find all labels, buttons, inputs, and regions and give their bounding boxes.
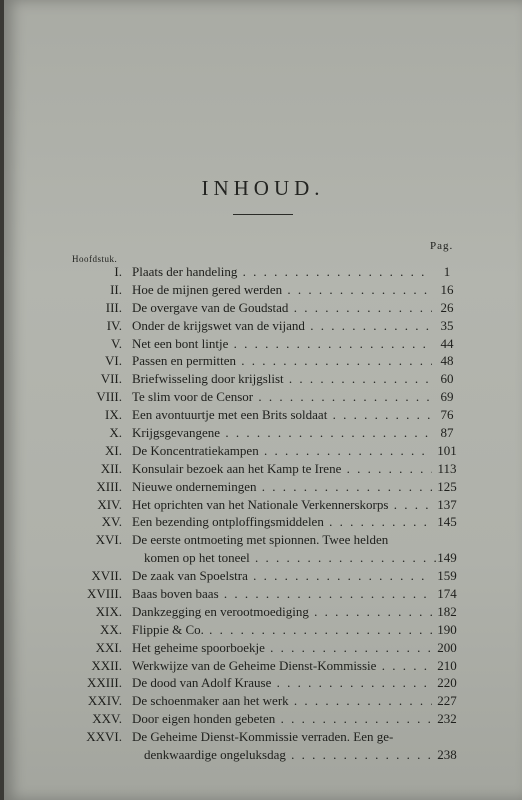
chapter-title: Briefwisseling door krijgslist . . .: [132, 370, 432, 388]
chapter-number: XIX.: [95, 603, 122, 619]
page-number: 1: [443, 264, 451, 279]
chapter-title: komen op het toneel . . .: [144, 549, 444, 567]
toc-entry: [4, 603, 522, 621]
toc-entry: [4, 531, 522, 549]
toc-entry: [4, 710, 522, 728]
page-number: 16: [440, 281, 454, 297]
chapter-title: Werkwijze van de Geheime Dienst-Kommissie . . .: [132, 657, 432, 675]
page-column-label: Pag.: [430, 240, 454, 252]
page-number: 87: [440, 425, 454, 441]
chapter-number: XV.: [101, 514, 122, 530]
book-page: [4, 0, 522, 800]
toc-entry: [4, 657, 522, 675]
page-title: INHOUD.: [201, 176, 325, 200]
title-divider: [233, 214, 293, 215]
chapter-title: De eerste ontmoeting met spionnen. Twee helden: [132, 532, 389, 548]
toc-entry: [4, 388, 522, 406]
toc-entry: [4, 621, 522, 639]
chapter-title: denkwaardige ongeluksdag . . .: [144, 746, 444, 764]
chapter-number: X.: [109, 425, 122, 441]
chapter-title: Door eigen honden gebeten . . .: [132, 710, 432, 728]
toc-entry: [4, 442, 522, 460]
chapter-number: XI.: [105, 442, 122, 458]
chapter-title: Dankzegging en verootmoediging . . .: [132, 603, 432, 621]
chapter-title: De overgave van de Goudstad . . .: [132, 299, 432, 317]
chapter-title: Te slim voor de Censor . . .: [132, 388, 432, 406]
toc-entry: [4, 299, 522, 317]
chapter-number: XX.: [99, 621, 122, 637]
chapter-title: Krijgsgevangene . . .: [132, 424, 432, 442]
chapter-number: XVII.: [91, 568, 122, 584]
page-number: 182: [437, 603, 457, 619]
page-number: 76: [440, 407, 454, 423]
chapter-number: XXI.: [95, 639, 122, 655]
page-number: 200: [437, 639, 457, 655]
chapter-number: VIII.: [96, 389, 122, 405]
page-number: 48: [440, 353, 454, 369]
toc-entry: [4, 513, 522, 531]
page-number: 174: [437, 586, 457, 602]
chapter-title: Flippie & Co. . . .: [132, 621, 432, 639]
toc-entry: [4, 317, 522, 335]
chapter-title: Passen en permitten . . .: [132, 352, 432, 370]
toc-entry: [4, 585, 522, 603]
chapter-title: Plaats der handeling . . .: [132, 263, 432, 281]
page-number: 125: [437, 478, 457, 494]
page-number: 101: [437, 442, 457, 458]
chapter-title: De zaak van Spoelstra . . .: [132, 567, 432, 585]
chapter-title: Net een bont lintje . . .: [132, 335, 432, 353]
chapter-number: XIV.: [97, 496, 122, 512]
chapter-title: Konsulair bezoek aan het Kamp te Irene . . .: [132, 460, 432, 478]
chapter-number: II.: [110, 281, 122, 297]
toc-entry: [4, 674, 522, 692]
chapter-number: IV.: [106, 317, 122, 333]
chapter-number: XVIII.: [86, 586, 122, 602]
chapter-title: De Koncentratiekampen . . .: [132, 442, 432, 460]
page-number: 137: [437, 496, 457, 512]
page-number: 26: [440, 299, 454, 315]
toc-entry: [4, 692, 522, 710]
toc-entry: [4, 263, 522, 281]
chapter-number: III.: [105, 299, 122, 315]
page-number: 190: [437, 621, 457, 637]
chapter-title: Een avontuurtje met een Brits soldaat . . .: [132, 406, 432, 424]
chapter-title: Een bezending ontploffingsmiddelen . . .: [132, 513, 432, 531]
chapter-number: XXII.: [91, 657, 122, 673]
page-number: 159: [437, 568, 457, 584]
toc-entry: [4, 424, 522, 442]
toc-entry: [4, 352, 522, 370]
page-number: 35: [440, 317, 454, 333]
chapter-number: I.: [114, 264, 122, 279]
chapter-title: De Geheime Dienst-Kommissie verraden. Een ge-: [132, 729, 394, 745]
page-number: 145: [437, 514, 457, 530]
toc-entry: [4, 496, 522, 514]
page-number: 44: [440, 335, 454, 351]
chapter-number: XIII.: [96, 478, 122, 494]
chapter-title: Nieuwe ondernemingen . . .: [132, 478, 432, 496]
chapter-number: XXIV.: [87, 693, 122, 709]
toc-entry-continuation: [4, 746, 522, 764]
chapter-number: V.: [111, 335, 122, 351]
chapter-column-label: Hoofdstuk.: [72, 254, 118, 264]
page-number: 238: [437, 747, 457, 763]
page-number: 232: [437, 711, 457, 727]
chapter-title: De schoenmaker aan het werk . . .: [132, 692, 432, 710]
chapter-number: XXV.: [92, 711, 122, 727]
table-of-contents: [4, 263, 522, 764]
toc-entry: [4, 639, 522, 657]
chapter-number: XXIII.: [86, 675, 122, 691]
page-number: 60: [440, 371, 454, 387]
toc-entry: [4, 281, 522, 299]
chapter-number: XXVI.: [86, 729, 122, 745]
toc-entry: [4, 567, 522, 585]
chapter-number: XII.: [100, 460, 122, 476]
page-number: 149: [437, 550, 457, 566]
page-number: 210: [437, 657, 457, 673]
chapter-title: Het oprichten van het Nationale Verkennerskorps . . .: [132, 496, 432, 514]
chapter-title: Hoe de mijnen gered werden . . .: [132, 281, 432, 299]
toc-entry: [4, 728, 522, 746]
toc-entry: [4, 370, 522, 388]
chapter-number: IX.: [105, 407, 122, 423]
page-number: 220: [437, 675, 457, 691]
page-number: 69: [440, 389, 454, 405]
page-number: 227: [437, 693, 457, 709]
chapter-number: VII.: [100, 371, 122, 387]
toc-entry: [4, 406, 522, 424]
toc-entry-continuation: [4, 549, 522, 567]
chapter-title: Het geheime spoorboekje . . .: [132, 639, 432, 657]
toc-entry: [4, 460, 522, 478]
chapter-number: VI.: [105, 353, 122, 369]
chapter-number: XVI.: [95, 532, 122, 548]
chapter-title: Onder de krijgswet van de vijand . . .: [132, 317, 432, 335]
toc-entry: [4, 335, 522, 353]
page-number: 113: [437, 460, 457, 476]
toc-entry: [4, 478, 522, 496]
chapter-title: Baas boven baas . . .: [132, 585, 432, 603]
chapter-title: De dood van Adolf Krause . . .: [132, 674, 432, 692]
